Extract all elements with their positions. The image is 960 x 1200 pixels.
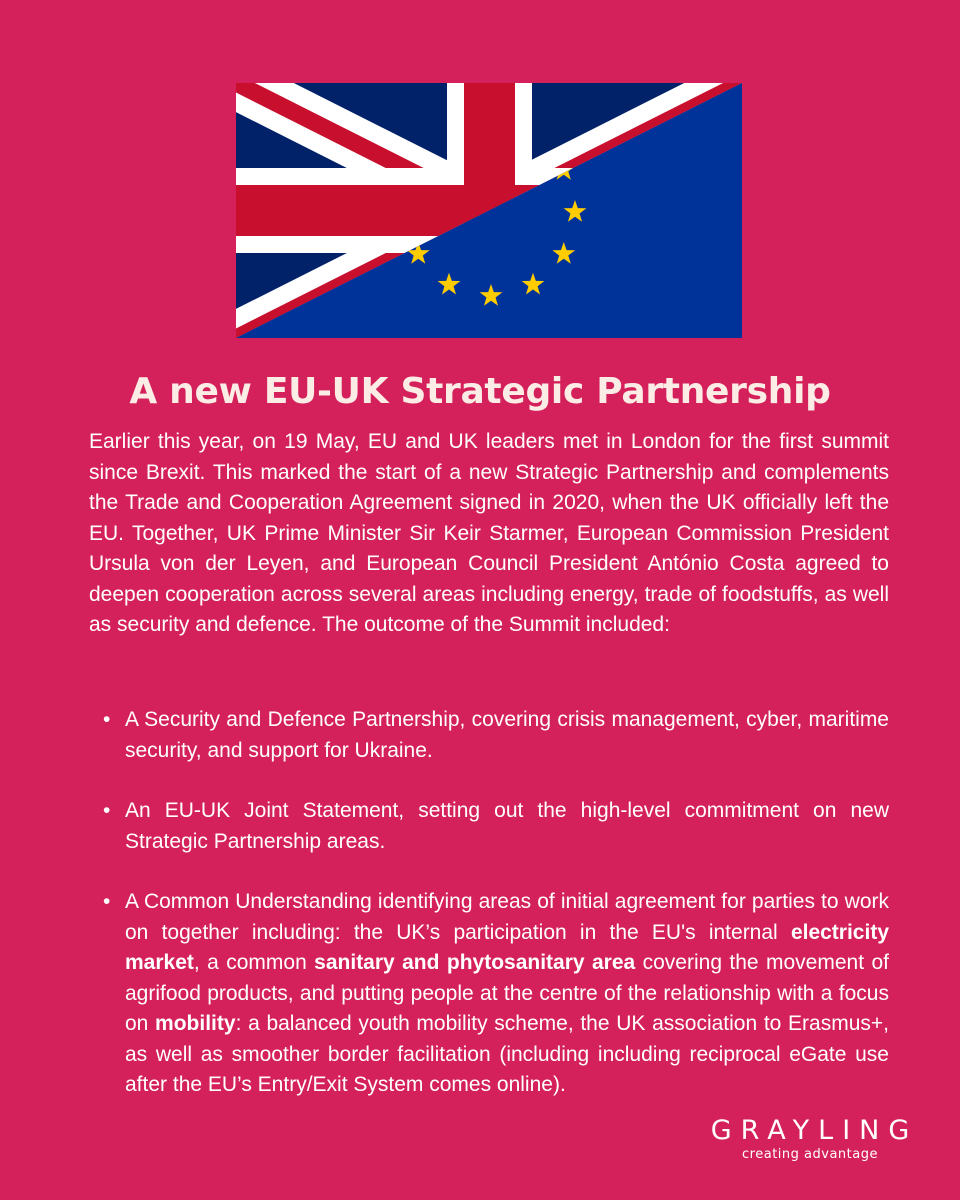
intro-paragraph: Earlier this year, on 19 May, EU and UK leaders met in London for the first summit since Brexit. This marked the start of a new Strategic Partnership and complements the Trade and Cooperation Agreement signed in 2020, when the UK officially left the EU. Together, UK Prime Minister Sir Keir Starmer, European Commission President Ursula von der Leyen, and European Council President António Costa agreed to deepen cooperation across several areas including energy, trade of foodstuffs, as well as security and defence. The outcome of the Summit included: bbox=[89, 430, 889, 636]
list-item-text: A Common Understanding identifying areas of initial agreement for parties to work on together including: the UK’s participation in the EU's internal electricity market, a common sanitary and phytosanitary area covering the movement of agrifood products, and putting people at the centre of the relationship with a focus on mobility: a balanced youth mobility scheme, the UK association to Erasmus+, as well as smoother border facilitation (including including reciprocal eGate use after the EU’s Entry/Exit System comes online). bbox=[125, 890, 889, 1096]
bullet-icon: • bbox=[103, 708, 111, 731]
bullet-icon: • bbox=[103, 799, 111, 822]
brand-name: GRAYLING bbox=[710, 1115, 919, 1146]
list-item-text: An EU-UK Joint Statement, setting out the high-level commitment on new Strategic Partnership areas. bbox=[125, 799, 889, 853]
page-title: A new EU-UK Strategic Partnership bbox=[129, 371, 831, 412]
list-item bbox=[89, 887, 889, 1101]
highlight-sanitary-area: sanitary and phytosanitary area bbox=[314, 951, 636, 974]
brand-logo bbox=[690, 1116, 930, 1164]
brand-tagline: creating advantage bbox=[742, 1147, 878, 1162]
list-item bbox=[89, 796, 889, 857]
highlight-mobility: mobility bbox=[155, 1012, 236, 1035]
highlight-electricity-market: electricity market bbox=[125, 920, 889, 974]
summit-outcomes-list bbox=[89, 705, 889, 1101]
uk-eu-split-flag-icon bbox=[236, 83, 742, 338]
bullet-icon: • bbox=[103, 890, 111, 913]
list-item bbox=[89, 705, 889, 766]
list-item-text: A Security and Defence Partnership, covering crisis management, cyber, maritime security, and support for Ukraine. bbox=[125, 708, 889, 762]
